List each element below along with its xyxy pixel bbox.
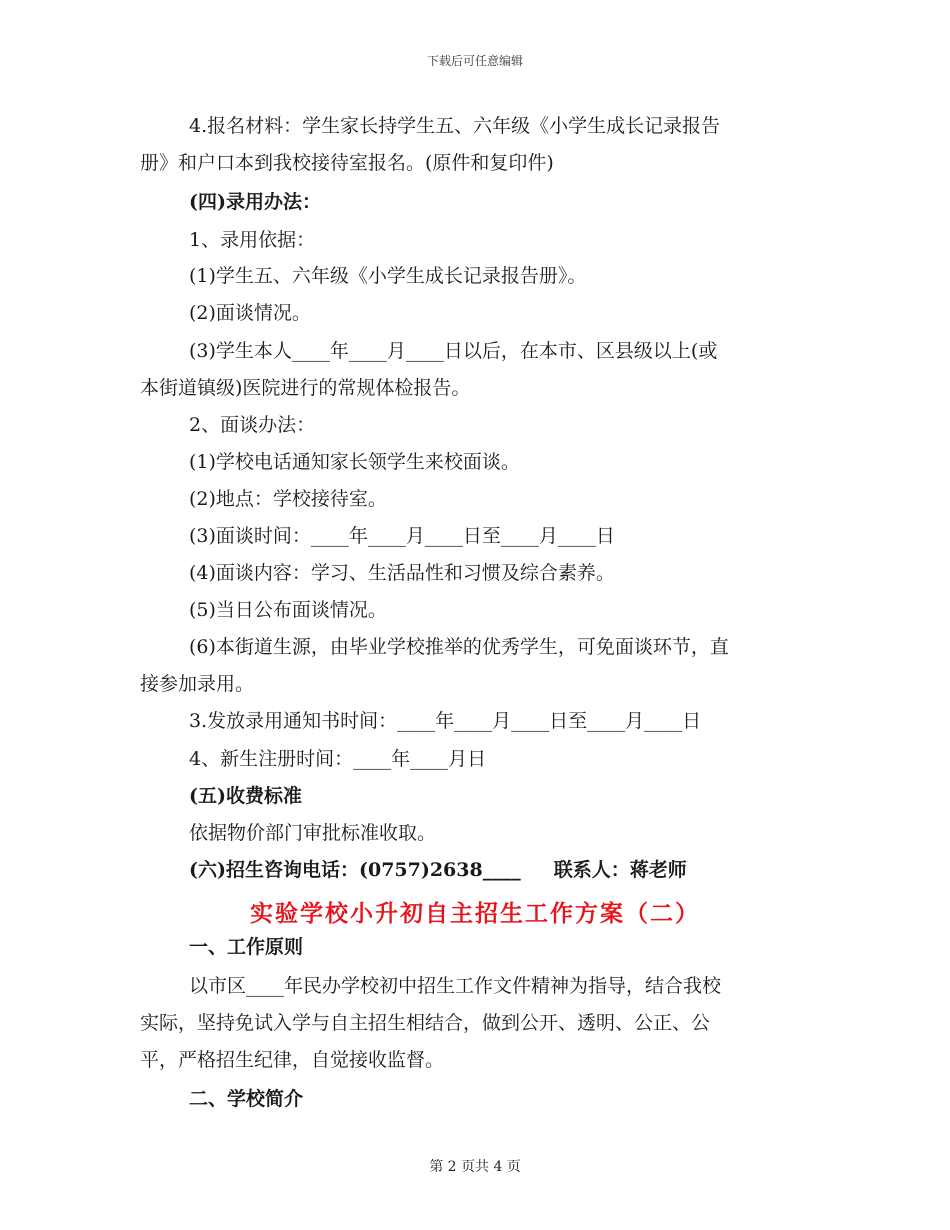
paragraph-line: (4)面谈内容：学习、生活品性和习惯及综合素养。: [189, 562, 615, 584]
paragraph-line: 依据物价部门审批标准收取。: [189, 822, 437, 844]
paragraph-line: 3.发放录用通知书时间：____年____月____日至____月____日: [189, 710, 702, 732]
section-heading: 一、工作原则: [189, 936, 304, 958]
page-header: 下载后可任意编辑: [426, 54, 523, 68]
paragraph-line: 实际，坚持免试入学与自主招生相结合，做到公开、透明、公正、公: [140, 1012, 711, 1034]
section-heading: 二、学校简介: [189, 1088, 304, 1110]
paragraph-line: 册》和户口本到我校接待室报名。(原件和复印件): [140, 152, 554, 174]
paragraph-line: 1、录用依据：: [189, 229, 316, 251]
paragraph-line: (1)学校电话通知家长领学生来校面谈。: [189, 451, 520, 473]
paragraph-line: 4、新生注册时间：____年____月日: [189, 748, 487, 770]
paragraph-line: 接参加录用。: [140, 673, 255, 695]
paragraph-line: 以市区____年民办学校初中招生工作文件精神为指导，结合我校: [189, 975, 722, 997]
paragraph-line: (3)面谈时间：____年____月____日至____月____日: [189, 525, 615, 547]
paragraph-line: 2、面谈办法：: [189, 414, 316, 436]
page-footer: 第 2 页共 4 页: [429, 1159, 521, 1175]
paragraph-line: (2)面谈情况。: [189, 302, 311, 324]
paragraph-line: (3)学生本人____年____月____日以后，在本市、区县级以上(或: [189, 340, 718, 362]
paragraph-line: 平，严格招生纪律，自觉接收监督。: [140, 1049, 445, 1071]
paragraph-line: (1)学生五、六年级《小学生成长记录报告册》。: [189, 265, 587, 287]
paragraph-line: (5)当日公布面谈情况。: [189, 599, 387, 621]
paragraph-line: 本街道镇级)医院进行的常规体检报告。: [140, 377, 471, 399]
document-title: 实验学校小升初自主招生工作方案（二）: [250, 900, 700, 927]
paragraph-line: (2)地点：学校接待室。: [189, 488, 387, 510]
paragraph-line: (6)本街道生源，由毕业学校推举的优秀学生，可免面谈环节，直: [189, 636, 729, 658]
contact-line: (六)招生咨询电话：(0757)2638____ 联系人：蒋老师: [189, 859, 687, 881]
paragraph-line: 4.报名材料：学生家长持学生五、六年级《小学生成长记录报告: [189, 115, 721, 137]
section-heading: (四)录用办法：: [189, 191, 321, 213]
section-heading: (五)收费标准: [189, 785, 302, 807]
